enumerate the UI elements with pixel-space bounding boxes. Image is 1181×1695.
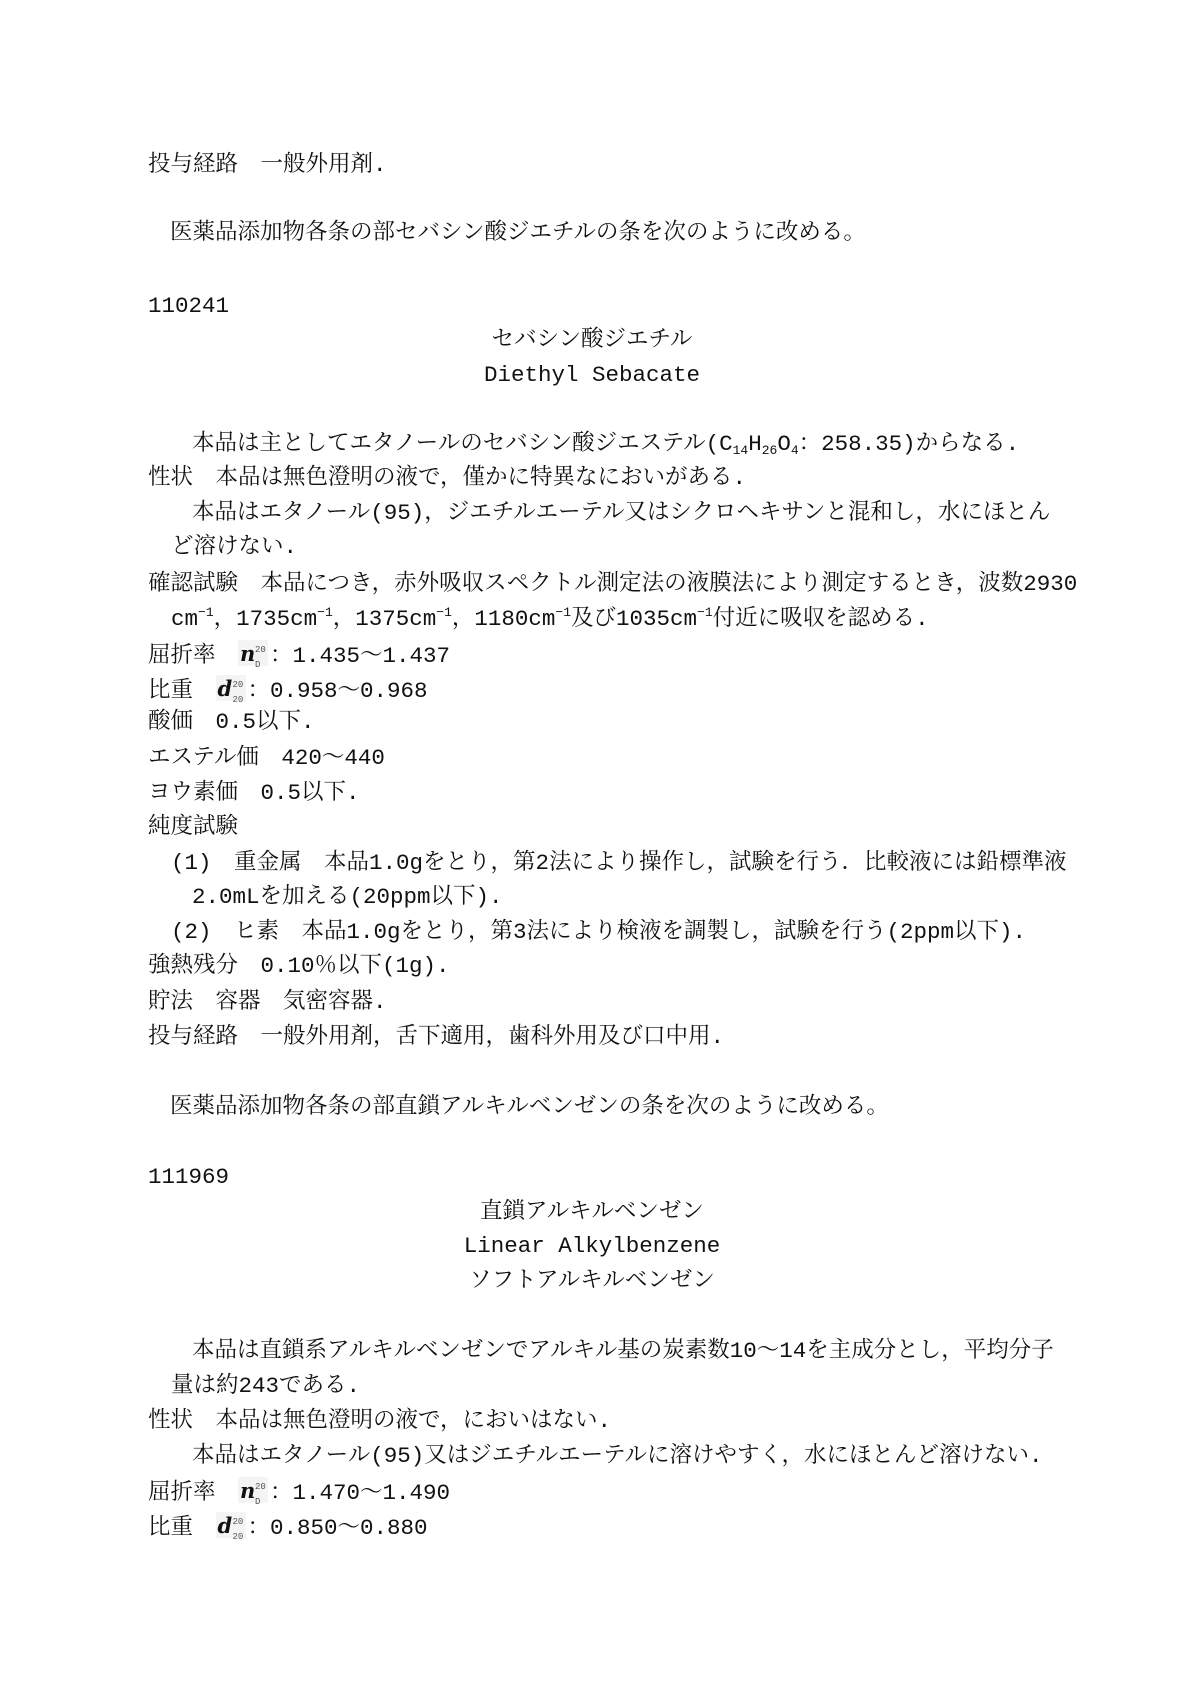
text-segment: 貯法 容器 気密容器. xyxy=(148,989,387,1015)
refractive-index-symbol xyxy=(238,1477,268,1507)
specific-gravity-symbol xyxy=(216,1512,246,1542)
text-segment: 確認試験 本品につき，赤外吸収スペクトル測定法の液膜法により測定するとき，波数2930 xyxy=(148,571,1078,597)
text-segment: ソフトアルキルベンゼン xyxy=(469,1268,715,1294)
administration-route xyxy=(148,1024,724,1050)
text-segment: 医薬品添加物各条の部直鎖アルキルベンゼンの条を次のように改める。 xyxy=(170,1094,889,1120)
title-en xyxy=(0,362,1181,388)
text-segment: セバシン酸ジエチル xyxy=(491,327,693,353)
residue-on-ignition xyxy=(148,953,450,979)
description-cont xyxy=(171,1373,360,1399)
acid-value xyxy=(148,709,315,735)
text-segment: 2.0mLを加える(20ppm以下). xyxy=(192,884,503,910)
text-segment: ，1375cm xyxy=(332,606,437,632)
specific-gravity xyxy=(148,675,428,704)
properties xyxy=(148,1408,611,1434)
text-segment: 純度試験 xyxy=(148,814,239,840)
subscript: 4 xyxy=(790,443,799,458)
superscript: −1 xyxy=(436,605,452,620)
description xyxy=(192,431,1019,457)
text-segment: ：258.35)からなる. xyxy=(798,431,1020,457)
entry-code xyxy=(148,1164,229,1190)
text-segment: 屈折率 xyxy=(148,643,239,669)
text-segment: 本品はエタノール(95)，ジエチルエーテル又はシクロヘキサンと混和し，水にほとん xyxy=(192,500,1051,526)
refractive-index-symbol xyxy=(238,640,268,670)
text-segment: 投与経路 一般外用剤. xyxy=(148,152,387,178)
text-segment: 及び1035cm xyxy=(571,606,698,632)
symbol-part: 20 xyxy=(232,695,244,705)
superscript: −1 xyxy=(198,605,214,620)
symbol-part: 20 xyxy=(232,1532,244,1542)
text-segment: 投与経路 一般外用剤，舌下適用，歯科外用及び口中用. xyxy=(148,1024,725,1050)
symbol-part: 20 xyxy=(255,1482,266,1492)
subscript: 26 xyxy=(761,443,778,458)
specific-gravity xyxy=(148,1512,428,1541)
title-synonym xyxy=(0,1268,1181,1294)
text-segment: 付近に吸収を認める. xyxy=(712,606,929,632)
refractive-index xyxy=(148,1477,450,1506)
specific-gravity-symbol xyxy=(216,675,246,705)
text-segment: ：1.435〜1.437 xyxy=(270,643,451,669)
text-segment: cm xyxy=(171,606,199,632)
description xyxy=(192,1338,1054,1364)
iodine-value xyxy=(148,780,360,806)
symbol-part: n xyxy=(240,1478,256,1503)
text-segment: ：0.958〜0.968 xyxy=(247,678,428,704)
properties xyxy=(148,465,746,491)
text-segment: ：1.470〜1.490 xyxy=(270,1480,451,1506)
solubility xyxy=(192,1443,1043,1469)
title-ja xyxy=(0,327,1181,353)
solubility-cont xyxy=(171,534,297,560)
text-segment: 性状 本品は無色澄明の液で，においはない. xyxy=(148,1408,612,1434)
text-segment: 量は約243である. xyxy=(171,1373,361,1399)
symbol-part: d xyxy=(217,676,233,701)
text-segment: ：0.850〜0.880 xyxy=(247,1515,428,1541)
text-segment: 屈折率 xyxy=(148,1480,239,1506)
text-segment: 比重 xyxy=(148,1515,216,1541)
entry-code xyxy=(148,293,229,319)
purity-heavy-metals-cont xyxy=(192,884,503,910)
identification xyxy=(148,571,1077,597)
text-segment: 110241 xyxy=(148,293,230,319)
text-segment: ど溶けない. xyxy=(171,534,298,560)
text-segment: H xyxy=(748,431,762,457)
text-segment: ，1180cm xyxy=(451,606,556,632)
symbol-part: 20 xyxy=(255,645,266,655)
purity-heavy-metals xyxy=(171,850,1067,876)
text-segment: (1) 重金属 本品1.0gをとり，第2法により操作し，試験を行う．比較液には鉛標準液 xyxy=(171,850,1067,876)
symbol-part: n xyxy=(240,641,256,666)
text-segment: 111969 xyxy=(148,1164,230,1190)
subscript: 14 xyxy=(732,443,749,458)
superscript: −1 xyxy=(555,605,571,620)
symbol-part: D xyxy=(255,660,261,670)
text-segment: O xyxy=(777,431,791,457)
route-line xyxy=(148,152,387,178)
text-segment: エステル価 420〜440 xyxy=(148,745,385,771)
amendment-notice xyxy=(170,1094,889,1120)
text-segment: 強熱残分 0.10％以下(1g). xyxy=(148,953,450,979)
text-segment: 酸価 0.5以下. xyxy=(148,709,315,735)
symbol-part: d xyxy=(217,1513,233,1538)
identification-cont xyxy=(171,606,929,632)
purity-arsenic xyxy=(171,919,1026,945)
title-ja xyxy=(0,1199,1181,1225)
refractive-index xyxy=(148,640,450,669)
text-segment: 本品は主としてエタノールのセバシン酸ジエステル(C xyxy=(192,431,733,457)
symbol-part: 20 xyxy=(232,680,244,690)
text-segment: (2) ヒ素 本品1.0gをとり，第3法により検液を調製し，試験を行う(2ppm以下). xyxy=(171,919,1027,945)
amendment-notice xyxy=(170,220,866,246)
superscript: −1 xyxy=(697,605,713,620)
text-segment: Linear Alkylbenzene xyxy=(463,1233,721,1259)
symbol-part: D xyxy=(255,1497,261,1507)
text-segment: 本品は直鎖系アルキルベンゼンでアルキル基の炭素数10〜14を主成分とし，平均分子 xyxy=(192,1338,1054,1364)
superscript: −1 xyxy=(317,605,333,620)
text-segment: 性状 本品は無色澄明の液で，僅かに特異なにおいがある. xyxy=(148,465,747,491)
text-segment: 直鎖アルキルベンゼン xyxy=(480,1199,704,1225)
symbol-part: 20 xyxy=(232,1517,244,1527)
storage xyxy=(148,989,387,1015)
purity-heading xyxy=(148,814,238,840)
text-segment: 医薬品添加物各条の部セバシン酸ジエチルの条を次のように改める。 xyxy=(170,220,866,246)
text-segment: 本品はエタノール(95)又はジエチルエーテルに溶けやすく，水にほとんど溶けない. xyxy=(192,1443,1043,1469)
title-en xyxy=(0,1233,1181,1259)
text-segment: Diethyl Sebacate xyxy=(483,362,701,388)
solubility xyxy=(192,500,1050,526)
text-segment: ，1735cm xyxy=(213,606,318,632)
text-segment: 比重 xyxy=(148,678,216,704)
text-segment: ヨウ素価 0.5以下. xyxy=(148,780,360,806)
ester-value xyxy=(148,745,385,771)
